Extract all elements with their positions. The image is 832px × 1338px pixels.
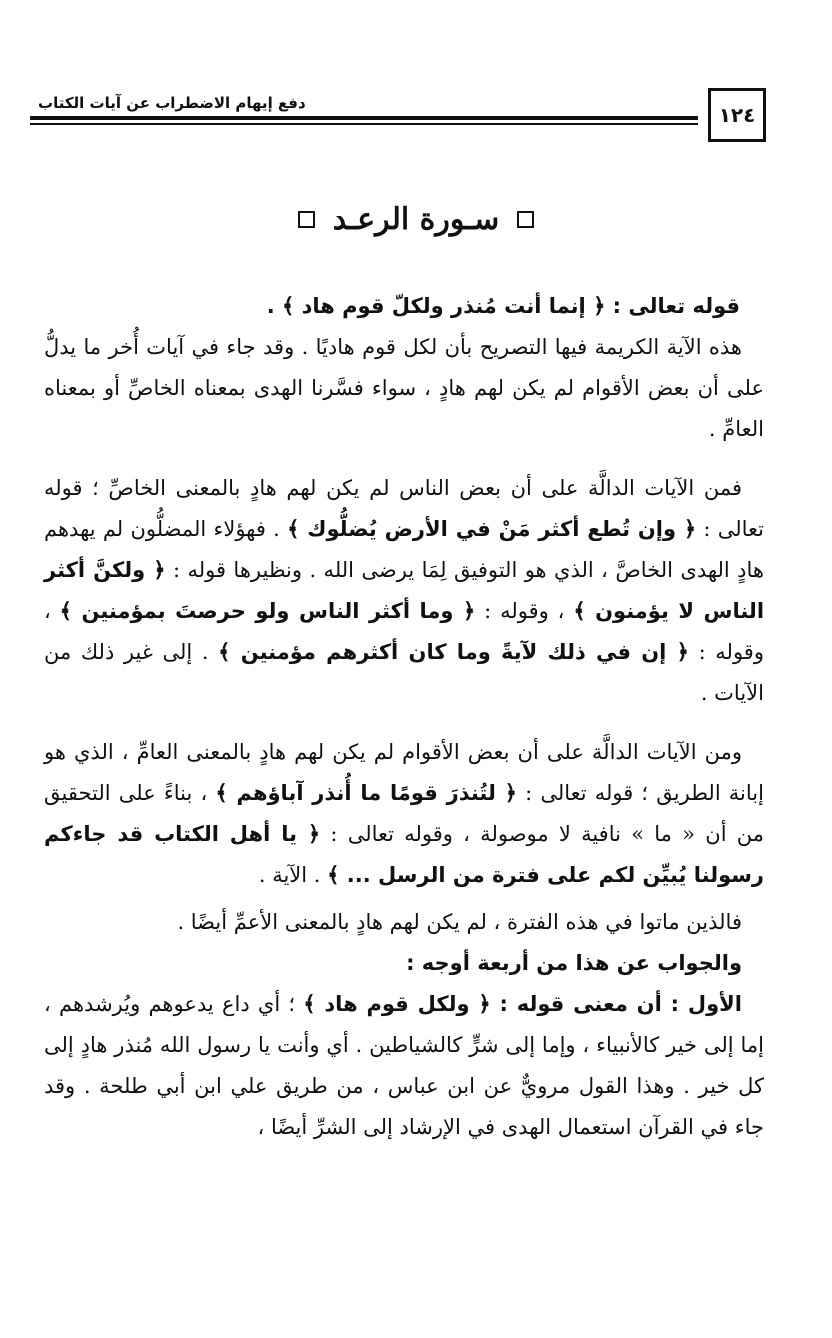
paragraph-text: ، بناءً على التحقيق من أن « ما » نافية لا موصولة ، وقوله تعالى : bbox=[44, 781, 765, 846]
paragraph-first-answer bbox=[44, 984, 764, 1148]
paragraph-general-meaning bbox=[44, 732, 764, 896]
paragraph-text: . فهؤلاء المضلُّون لم يهدهم هادٍ الهدى الخاصَّ ، الذي هو التوفيق لِمَا يرضى الله . ونظيرها قوله : bbox=[44, 517, 764, 582]
quran-quote: ﴿ وما أكثر الناس ولو حرصتَ بمؤمنين ﴾ bbox=[59, 599, 476, 623]
header-rule-thin bbox=[30, 123, 698, 125]
square-ornament-icon bbox=[517, 211, 534, 228]
paragraph-text: . الآية . bbox=[258, 863, 328, 887]
quran-quote: ﴿ يا أهل الكتاب قد جاءكم رسولنا يُبيِّن لكم على فترة من الرسل ... ﴾ bbox=[44, 822, 764, 887]
paragraph-text: ، وقوله : bbox=[44, 599, 764, 664]
quran-quote: ﴿ ولكنَّ أكثر الناس لا يؤمنون ﴾ bbox=[44, 558, 765, 623]
paragraph-special-meaning bbox=[44, 468, 764, 714]
paragraph-text: فمن الآيات الدالَّة على أن بعض الناس لم يكن لهم هادٍ بالمعنى الخاصِّ ؛ قوله تعالى : bbox=[44, 476, 765, 541]
quran-quote: ﴿ لتُنذرَ قومًا ما أُنذر آباؤهم ﴾ bbox=[215, 781, 517, 805]
page-header bbox=[30, 84, 770, 154]
square-ornament-icon bbox=[298, 211, 315, 228]
paragraph-intro: هذه الآية الكريمة فيها التصريح بأن لكل قوم هاديًا . وقد جاء في آيات أُخر ما يدلُّ على أن بعض الأقوام لم يكن لهم هادٍ ، سواء فسَّرنا الهدى بمعناه الخاصِّ أو بمعناه العامِّ . bbox=[44, 335, 764, 441]
body-text bbox=[44, 286, 764, 1148]
verse-heading: قوله تعالى : ﴿ إنما أنت مُنذر ولكلّ قوم هاد ﴾ . bbox=[266, 294, 740, 318]
section-title: سـورة الرعـد bbox=[332, 201, 500, 237]
paragraph-text: . إلى غير ذلك من الآيات . bbox=[44, 640, 764, 705]
section-heading bbox=[0, 196, 832, 242]
paragraph-fatra: فالذين ماتوا في هذه الفترة ، لم يكن لهم هادٍ بالمعنى الأعمِّ أيضًا . bbox=[177, 910, 742, 934]
paragraph-text: ؛ أي داع يدعوهم ويُرشدهم ، إما إلى خير كالأنبياء ، وإما إلى شرٍّ كالشياطين . أي وأنت يا رسول الله مُنذر هادٍ إلى كل خير . وهذا القول مرويٌّ عن ابن عباس ، من طريق علي ابن أبي طلحة . وقد جاء في القرآن استعمال الهدى في الإرشاد إلى الشرِّ أيضًا ، bbox=[44, 992, 764, 1139]
page-number: ١٢٤ bbox=[708, 88, 766, 142]
paragraph-text: ومن الآيات الدالَّة على أن بعض الأقوام لم يكن لهم هادٍ بالمعنى العامِّ ، الذي هو إبانة الطريق ؛ قوله تعالى : bbox=[44, 740, 764, 805]
header-rule-thick bbox=[30, 116, 698, 120]
running-title: دفع إيهام الاضطراب عن آيات الكتاب bbox=[38, 94, 306, 112]
paragraph-text: ، وقوله : bbox=[475, 599, 574, 623]
quran-quote: ﴿ وإن تُطع أكثر مَنْ في الأرض يُضلُّوك ﴾ bbox=[287, 517, 697, 541]
answer-lead: الأول : أن معنى قوله : ﴿ ولكل قوم هاد ﴾ bbox=[303, 992, 742, 1016]
answer-heading: والجواب عن هذا من أربعة أوجه : bbox=[406, 951, 742, 975]
quran-quote: ﴿ إن في ذلك لآيةً وما كان أكثرهم مؤمنين ﴾ bbox=[218, 640, 689, 664]
